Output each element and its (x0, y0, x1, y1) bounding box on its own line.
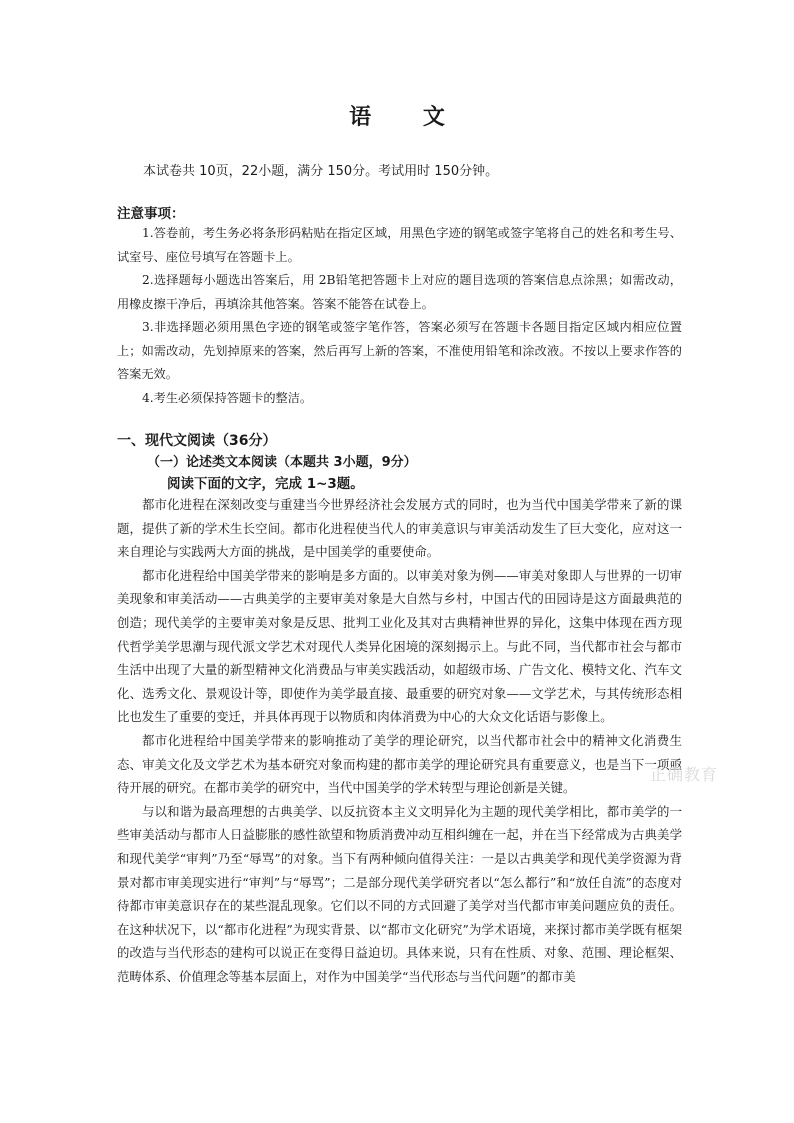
note-item: 4.考生必须保持答题卡的整洁。 (142, 390, 313, 405)
section-heading: 一、现代文阅读（36分） (117, 433, 277, 449)
passage-paragraph: 与以和谐为最高理想的古典美学、以反抗资本主义文明异化为主题的现代美学相比，都市美学的一些审美活动与都市人日益膨胀的感性欲望和物质消费冲动互相纠缠在一起，并在当下经常成为古典美学和现代美学“审判”乃至“辱骂”的对象。当下有两种倾向值得关注：一是以古典美学和现代美学资源为背景对都市审美现实进行“审判”与“辱骂”；二是部分现代美学研究者以“怎么都行”和“放任自流”的态度对待都市审美意识存在的某些混乱现象。它们以不同的方式回避了美学对当代都市审美问题应负的责任。在这种状况下，以“都市化进程”为现实背景、以“都市文化研究”为学术语境，来探讨都市美学既有框架的改造与当代形态的建构可以说正在变得日益迫切。具体来说，只有在性质、对象、范围、理论框架、范畴体系、价值理念等基本层面上，对作为中国美学“当代形态与当代问题”的都市美 (117, 803, 682, 984)
exam-intro: 本试卷共 10页，22小题，满分 150分。考试用时 150分钟。 (143, 164, 499, 179)
section-subheading: （一）论述类文本阅读（本题共 3小题，9分） (147, 455, 417, 470)
notes-heading: 注意事项： (117, 206, 185, 222)
watermark: 正确教育 (650, 765, 719, 784)
reading-passage (117, 493, 682, 988)
passage-paragraph: 都市化进程给中国美学带来的影响推动了美学的理论研究，以当代都市社会中的精神文化消费生态、审美文化及文学艺术为基本研究对象而构建的都市美学的理论研究具有重要意义，也是当下一项亟待开展的研究。在都市美学的研究中，当代中国美学的学术转型与理论创新是关键。 (117, 732, 682, 796)
note-item: 1.答卷前，考生务必将条形码粘贴在指定区域，用黑色字迹的钢笔或签字笔将自己的姓名和考生号、试室号、座位号填写在答题卡上。 (117, 226, 682, 264)
note-item: 2.选择题每小题选出答案后，用 2B铅笔把答题卡上对应的题目选项的答案信息点涂黑；如需改动，用橡皮擦干净后，再填涂其他答案。答案不能答在试卷上。 (117, 273, 682, 311)
passage-paragraph: 都市化进程给中国美学带来的影响是多方面的。以审美对象为例——审美对象即人与世界的一切审美现象和审美活动——古典美学的主要审美对象是大自然与乡村，中国古代的田园诗是这方面最典范的创造；现代美学的主要审美对象是反思、批判工业化及其对古典精神世界的异化，这集中体现在西方现代哲学美学思潮与现代派文学艺术对现代人类异化困境的深刻揭示上。与此不同，当代都市社会与都市生活中出现了大量的新型精神文化消费品与审美实践活动，如超级市场、广告文化、模特文化、汽车文化、选秀文化、景观设计等，即使作为美学最直接、最重要的研究对象——文学艺术，与其传统形态相比也发生了重要的变迁，并具体再现于以物质和肉体消费为中心的大众文化话语与影像上。 (117, 567, 682, 725)
page-title: 语 文 (349, 104, 467, 130)
reading-instruction: 阅读下面的文字，完成 1~3题。 (167, 476, 364, 492)
notes-list (117, 222, 682, 410)
passage-paragraph: 都市化进程在深刻改变与重建当今世界经济社会发展方式的同时，也为当代中国美学带来了新的课题，提供了新的学术生长空间。都市化进程使当代人的审美意识与审美活动发生了巨大变化，应对这一来自理论与实践两大方面的挑战，是中国美学的重要使命。 (117, 497, 682, 560)
note-item: 3.非选择题必须用黑色字迹的钢笔或签字笔作答，答案必须写在答题卡各题目指定区域内相应位置上；如需改动，先划掉原来的答案，然后再写上新的答案，不准使用铅笔和涂改液。不按以上要求作答的答案无效。 (117, 320, 682, 381)
